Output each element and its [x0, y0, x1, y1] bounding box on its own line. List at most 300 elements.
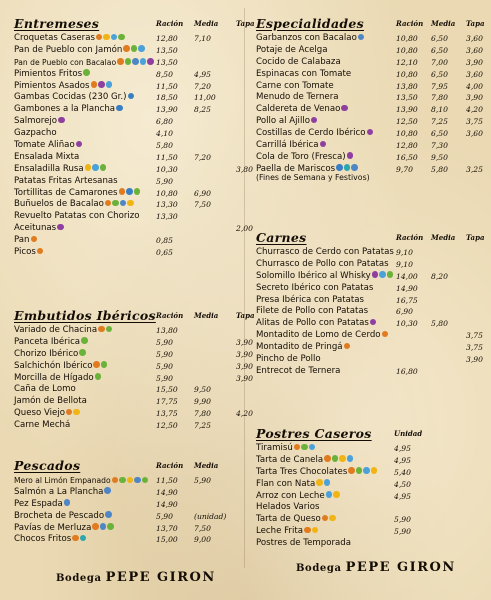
- soja-allergen-icon: [107, 523, 114, 530]
- price-p1: 9,70: [396, 164, 413, 174]
- menu-item-name: [256, 81, 334, 92]
- price-p1: 5,90: [394, 515, 411, 525]
- price-p1: 5,90: [156, 511, 173, 521]
- menu-item-name: [14, 57, 154, 68]
- column-header-c1: Ración: [156, 461, 184, 470]
- lacteos-allergen-icon: [326, 491, 333, 498]
- soja-allergen-icon: [81, 337, 88, 344]
- column-header-c3: Tapa: [466, 233, 485, 242]
- dish-name: Ensalada Mixta: [14, 151, 80, 162]
- menu-item-name: [256, 104, 348, 115]
- lacteos-allergen-icon: [106, 81, 113, 88]
- price-p3: 3,90: [236, 337, 253, 347]
- dish-name: Salmón a La Plancha: [14, 486, 104, 497]
- dish-name: Leche Frita: [256, 526, 303, 537]
- menu-item: [14, 57, 245, 69]
- section-header: [14, 308, 255, 325]
- dish-name: Presa Ibérica con Patatas: [256, 294, 365, 305]
- dish-name: Gazpacho: [14, 128, 57, 139]
- dish-name: Solomillo Ibérico al Whisky: [256, 270, 371, 281]
- price-p3: 3,90: [236, 361, 253, 371]
- dish-name: Pimientos Asados: [14, 80, 90, 91]
- price-p1: 13,70: [156, 523, 178, 533]
- section-entremeses: [14, 16, 255, 259]
- dish-name: Filete de Pollo con Patatas: [256, 306, 369, 317]
- menu-item: [14, 81, 245, 93]
- dish-name: Jamón de Bellota: [14, 396, 87, 407]
- gluten-allergen-icon: [119, 188, 126, 195]
- sulfitos-allergen-icon: [58, 117, 65, 124]
- pescado-allergen-icon: [104, 487, 111, 494]
- price-p1: 13,75: [156, 409, 178, 419]
- menu-item-name: [14, 499, 70, 510]
- dish-name: Morcilla de Hígado: [14, 372, 94, 383]
- column-header-c2: Media: [194, 461, 219, 470]
- price-p1: 5,90: [156, 373, 173, 383]
- gluten-allergen-icon: [37, 248, 44, 255]
- price-p1: 13,90: [156, 105, 178, 115]
- menu-item-note: (Fines de Semana y Festivos): [256, 172, 370, 182]
- gluten-allergen-icon: [294, 444, 301, 451]
- menu-item: [14, 360, 253, 373]
- menu-item-name: [256, 443, 315, 454]
- menu-item: [14, 104, 245, 116]
- section-header: [256, 230, 491, 247]
- menu-item-name: [256, 57, 341, 68]
- menu-item-name: [256, 318, 376, 329]
- pescado-allergen-icon: [64, 499, 71, 506]
- gluten-allergen-icon: [66, 409, 73, 416]
- menu-item: [256, 491, 491, 503]
- price-p1: 10,80: [396, 45, 418, 55]
- menu-item-name: [14, 475, 148, 486]
- menu-item-name: [256, 514, 336, 525]
- menu-item-name: [14, 523, 114, 534]
- dish-name: Caldereta de Venao: [256, 104, 341, 115]
- dish-name: Entrecot de Ternera: [256, 365, 341, 376]
- footer-brand: PEPE GIRON: [345, 560, 456, 575]
- section-header: [14, 16, 255, 33]
- column-header-c3: Tapa: [236, 19, 255, 28]
- menu-item: [256, 57, 491, 69]
- menu-item-name: [256, 526, 318, 537]
- menu-item: [256, 443, 491, 455]
- footer-brand-right: [296, 560, 456, 575]
- menu-item-name: [256, 33, 364, 44]
- menu-item-name: [14, 81, 112, 92]
- price-p1: 13,50: [396, 93, 418, 103]
- menu-item: [14, 128, 245, 140]
- menu-item-name: [14, 92, 134, 103]
- dish-name: Pimientos Fritos: [14, 68, 83, 79]
- column-header-c3: Tapa: [236, 311, 255, 320]
- price-p1: 13,80: [156, 326, 178, 335]
- price-p1: 6,80: [156, 117, 173, 127]
- menu-item-name: [256, 283, 373, 294]
- price-p1: 0,85: [156, 236, 173, 246]
- section-title: Especialidades: [256, 16, 364, 31]
- dish-name: Ensaladilla Rusa: [14, 163, 84, 174]
- menu-item-name: [14, 349, 86, 360]
- menu-item: [14, 188, 245, 200]
- menu-item-name: [256, 271, 393, 282]
- soja-allergen-icon: [106, 326, 113, 333]
- price-p2: 7,95: [431, 81, 448, 91]
- menu-item-name: [14, 408, 80, 419]
- pescado-allergen-icon: [351, 164, 358, 171]
- dish-name: Churrasco de Pollo con Patatas: [256, 258, 389, 269]
- price-p3: 3,90: [466, 57, 483, 67]
- menu-item-name: [256, 306, 368, 317]
- section-carnes: [256, 230, 491, 378]
- crustaceos-allergen-icon: [336, 164, 343, 171]
- price-p1: 14,90: [156, 499, 178, 509]
- pescado-allergen-icon: [120, 200, 127, 207]
- pescado-allergen-icon: [100, 523, 107, 530]
- menu-item-name: [256, 247, 394, 258]
- column-header-c2: Media: [431, 233, 456, 242]
- price-p2: 6,50: [431, 129, 448, 139]
- menu-item: [14, 523, 245, 535]
- dish-name: Flan con Nata: [256, 478, 316, 489]
- dish-name: Cocido de Calabaza: [256, 56, 341, 67]
- price-p2: 7,80: [431, 93, 448, 103]
- gluten-allergen-icon: [91, 81, 98, 88]
- menu-item: [256, 164, 491, 183]
- section-title: Pescados: [14, 458, 81, 473]
- menu-item-name: [14, 176, 118, 187]
- menu-item: [14, 163, 253, 176]
- menu-item: [14, 223, 253, 235]
- dish-name: Carne Mechá: [14, 420, 71, 431]
- menu-item: [14, 140, 245, 152]
- price-p1: 10,80: [396, 69, 418, 79]
- huevo-allergen-icon: [85, 164, 92, 171]
- sulfitos-allergen-icon: [147, 58, 154, 65]
- menu-item: [256, 342, 491, 354]
- price-p1: 10,80: [396, 34, 418, 43]
- price-p3: 3,75: [466, 343, 483, 353]
- dish-name: Churrasco de Cerdo con Patatas: [256, 247, 394, 257]
- menu-item-name: [14, 420, 70, 431]
- dish-name: Picos: [14, 247, 36, 258]
- price-p1: 12,80: [156, 34, 178, 43]
- menu-item: [14, 69, 245, 81]
- menu-item-name: [256, 366, 340, 377]
- price-p1: 10,30: [156, 164, 178, 174]
- lacteos-allergen-icon: [324, 479, 331, 486]
- menu-item-name: [256, 491, 340, 502]
- gluten-allergen-icon: [382, 331, 389, 338]
- menu-item-name: [14, 140, 82, 151]
- dish-name: Pez Espada: [14, 498, 63, 509]
- price-p2: 11,00: [194, 93, 216, 103]
- soja-allergen-icon: [332, 455, 339, 462]
- price-p1: 13,90: [396, 105, 418, 115]
- dish-name: Pan: [14, 235, 30, 246]
- price-p2: 9,00: [194, 535, 211, 545]
- menu-item: [14, 211, 245, 223]
- menu-item: [256, 467, 491, 479]
- column-header-c2: Media: [194, 311, 219, 320]
- section-header: [256, 426, 491, 443]
- gluten-allergen-icon: [112, 477, 119, 484]
- dish-name: Arroz con Leche: [256, 490, 325, 501]
- menu-item: [256, 259, 491, 271]
- dish-name: Menudo de Ternera: [256, 92, 339, 103]
- menu-item-name: [256, 467, 377, 478]
- menu-item: [256, 92, 491, 104]
- price-p1: 5,90: [156, 361, 173, 371]
- gluten-allergen-icon: [322, 515, 329, 522]
- dish-name: Tortillitas de Camarones: [14, 187, 118, 198]
- menu-item: [256, 152, 491, 164]
- price-p1: 13,50: [156, 57, 178, 67]
- menu-item-name: [256, 69, 351, 80]
- lacteos-allergen-icon: [309, 444, 316, 451]
- menu-item-name: [256, 92, 339, 103]
- menu-item: [256, 128, 491, 140]
- section-postres: [256, 426, 491, 550]
- dish-name: Postres de Temporada: [256, 538, 351, 549]
- price-p1: 6,90: [396, 307, 413, 317]
- menu-item-name: [14, 487, 111, 498]
- sulfitos-allergen-icon: [76, 141, 83, 148]
- sulfitos-allergen-icon: [320, 141, 327, 148]
- dish-name: Pan de Pueblo con Jamón: [14, 44, 123, 55]
- price-p1: 16,80: [396, 366, 418, 376]
- menu-item-name: [14, 534, 86, 545]
- gluten-allergen-icon: [98, 326, 105, 333]
- price-p2: 9,50: [194, 385, 211, 395]
- price-p1: 4,95: [394, 455, 411, 465]
- huevo-allergen-icon: [316, 479, 323, 486]
- price-p1: 13,30: [156, 200, 178, 210]
- menu-item: [14, 176, 245, 188]
- menu-item-name: [14, 45, 145, 56]
- price-p1: 5,90: [394, 527, 411, 537]
- column-header-c1: Ración: [156, 19, 184, 28]
- dish-name: Caña de Lomo: [14, 384, 76, 395]
- price-p1: 13,50: [156, 45, 178, 55]
- menu-item-name: [256, 295, 364, 306]
- section-title: Carnes: [256, 230, 307, 245]
- price-p3: 4,20: [466, 105, 483, 115]
- menu-item: [256, 538, 491, 550]
- menu-item-name: [14, 373, 101, 384]
- menu-item-name: [14, 511, 112, 522]
- menu-item: [14, 235, 245, 247]
- gluten-allergen-icon: [344, 343, 351, 350]
- price-p2: 7,25: [431, 117, 448, 127]
- price-p1: 4,95: [394, 444, 411, 453]
- price-p3: 3,90: [466, 93, 483, 103]
- huevo-allergen-icon: [333, 491, 340, 498]
- price-p1: 5,90: [156, 337, 173, 347]
- price-p1: 8,50: [156, 69, 173, 79]
- menu-item: [256, 81, 491, 93]
- gluten-allergen-icon: [92, 523, 99, 530]
- soja-allergen-icon: [83, 69, 90, 76]
- price-p2: 7,80: [194, 409, 211, 419]
- soja-allergen-icon: [131, 45, 138, 52]
- menu-item: [14, 475, 245, 487]
- menu-item: [256, 455, 491, 467]
- price-p1: 12,80: [396, 141, 418, 151]
- price-p2: 5,80: [431, 319, 448, 329]
- price-p1: 11,50: [156, 152, 178, 162]
- lacteos-allergen-icon: [363, 467, 370, 474]
- menu-item: [256, 45, 491, 57]
- lacteos-allergen-icon: [347, 455, 354, 462]
- price-p2: 7,25: [194, 421, 211, 431]
- section-header: [256, 16, 491, 33]
- price-p1: 12,50: [156, 421, 178, 431]
- gluten-allergen-icon: [72, 535, 79, 542]
- menu-item: [14, 420, 245, 432]
- gluten-allergen-icon: [96, 34, 103, 41]
- price-p1: 9,10: [396, 248, 413, 257]
- price-p3: 4,20: [236, 409, 253, 419]
- soja-allergen-icon: [112, 200, 119, 207]
- soja-allergen-icon: [95, 373, 102, 380]
- dish-name: Cola de Toro (Fresca): [256, 151, 346, 162]
- price-p3: 4,00: [466, 81, 483, 91]
- menu-item: [256, 116, 491, 128]
- menu-item-name: [256, 342, 350, 353]
- soja-allergen-icon: [142, 477, 149, 484]
- menu-item: [14, 372, 253, 385]
- gluten-allergen-icon: [105, 200, 112, 207]
- price-p3: 3,90: [466, 355, 483, 365]
- dish-name: Montadito de Lomo de Cerdo: [256, 330, 381, 341]
- huevo-allergen-icon: [329, 515, 336, 522]
- soja-allergen-icon: [301, 444, 308, 451]
- price-p3: 3,75: [466, 117, 483, 127]
- menu-item-name: [256, 455, 353, 466]
- price-p1: 10,80: [156, 188, 178, 198]
- dish-name: Carne con Tomate: [256, 80, 334, 91]
- huevo-allergen-icon: [73, 409, 80, 416]
- menu-item: [14, 152, 245, 164]
- price-p3: 3,90: [236, 349, 253, 359]
- column-header-c1: Unidad: [394, 429, 423, 438]
- price-p2: 7,30: [431, 141, 448, 151]
- menu-item: [256, 33, 491, 45]
- price-p1: 14,90: [396, 283, 418, 293]
- menu-item: [14, 116, 245, 128]
- pescado-allergen-icon: [132, 58, 139, 65]
- price-p3: 3,60: [466, 45, 483, 55]
- dish-name: Chorizo Ibérico: [14, 348, 79, 359]
- dish-name: Pincho de Pollo: [256, 354, 321, 365]
- price-p1: 10,30: [396, 319, 418, 329]
- menu-item: [256, 526, 491, 538]
- soja-allergen-icon: [101, 361, 108, 368]
- huevo-allergen-icon: [371, 467, 378, 474]
- section-header: [14, 458, 245, 475]
- price-p1: 15,00: [156, 535, 178, 545]
- price-p3: 3,80: [236, 164, 253, 174]
- menu-item-name: [14, 104, 123, 115]
- menu-item-name: [14, 152, 79, 163]
- menu-item-name: [256, 479, 330, 490]
- menu-item: [14, 499, 245, 511]
- gluten-allergen-icon: [93, 361, 100, 368]
- menu-item-name: [256, 330, 388, 341]
- lacteos-allergen-icon: [92, 164, 99, 171]
- menu-item-name: [14, 235, 37, 246]
- price-p2: 6,50: [431, 34, 448, 43]
- menu-item: [256, 140, 491, 152]
- menu-item-name: [256, 502, 319, 513]
- menu-item: [256, 318, 491, 330]
- column-header-c1: Ración: [396, 19, 424, 28]
- lacteos-allergen-icon: [140, 58, 147, 65]
- sulfitos-allergen-icon: [341, 105, 348, 112]
- menu-item-name: [14, 164, 106, 175]
- dish-name: Pan de Pueblo con Bacalao: [14, 57, 117, 67]
- price-p1: 16,75: [396, 295, 418, 305]
- dish-name: Potaje de Acelga: [256, 44, 328, 55]
- dish-name: Gambones a la Plancha: [14, 104, 116, 115]
- menu-item: [14, 534, 245, 546]
- price-p2: 5,90: [194, 476, 211, 485]
- menu-item-name: [14, 188, 140, 199]
- price-p1: 4,50: [394, 479, 411, 489]
- price-p1: 12,10: [396, 57, 418, 67]
- footer-brand: PEPE GIRON: [105, 570, 216, 585]
- price-p1: 14,90: [156, 487, 178, 497]
- sulfitos-allergen-icon: [57, 224, 64, 231]
- price-p1: 14,00: [396, 271, 418, 281]
- menu-item: [256, 514, 491, 526]
- dish-name: Secreto Ibérico con Patatas: [256, 282, 374, 293]
- dish-name: Mero al Limón Empanado: [14, 476, 111, 485]
- price-p1: 0,65: [156, 248, 173, 258]
- pescado-allergen-icon: [134, 477, 141, 484]
- huevo-allergen-icon: [312, 527, 319, 534]
- soja-allergen-icon: [125, 58, 132, 65]
- dish-name: Tarta de Queso: [256, 514, 321, 525]
- menu-item-name: [14, 199, 134, 210]
- soja-allergen-icon: [356, 467, 363, 474]
- price-p1: 13,80: [396, 81, 418, 91]
- price-p3: 3,75: [466, 331, 483, 341]
- column-header-c2: Media: [194, 19, 219, 28]
- dish-name: Helados Varios: [256, 502, 320, 513]
- menu-item-name: [14, 223, 64, 234]
- lacteos-allergen-icon: [379, 271, 386, 278]
- menu-item-name: [14, 116, 65, 127]
- menu-item: [256, 295, 491, 307]
- section-title: Embutidos Ibéricos: [14, 308, 156, 323]
- dish-name: Alitas de Pollo con Patatas: [256, 318, 369, 329]
- column-header-c1: Ración: [156, 311, 184, 320]
- sulfitos-allergen-icon: [347, 152, 354, 159]
- dish-name: Panceta Ibérica: [14, 336, 81, 347]
- price-p2: 7,50: [194, 200, 211, 210]
- price-p3: 3,25: [466, 164, 483, 174]
- menu-item: [14, 396, 245, 408]
- price-p2: 8,20: [431, 271, 448, 281]
- menu-item-name: [256, 128, 373, 139]
- menu-item: [14, 511, 245, 523]
- crustaceos-allergen-icon: [116, 105, 123, 112]
- menu-item: [14, 199, 245, 211]
- price-p2: 9,50: [431, 152, 448, 162]
- section-title: Postres Caseros: [256, 426, 372, 441]
